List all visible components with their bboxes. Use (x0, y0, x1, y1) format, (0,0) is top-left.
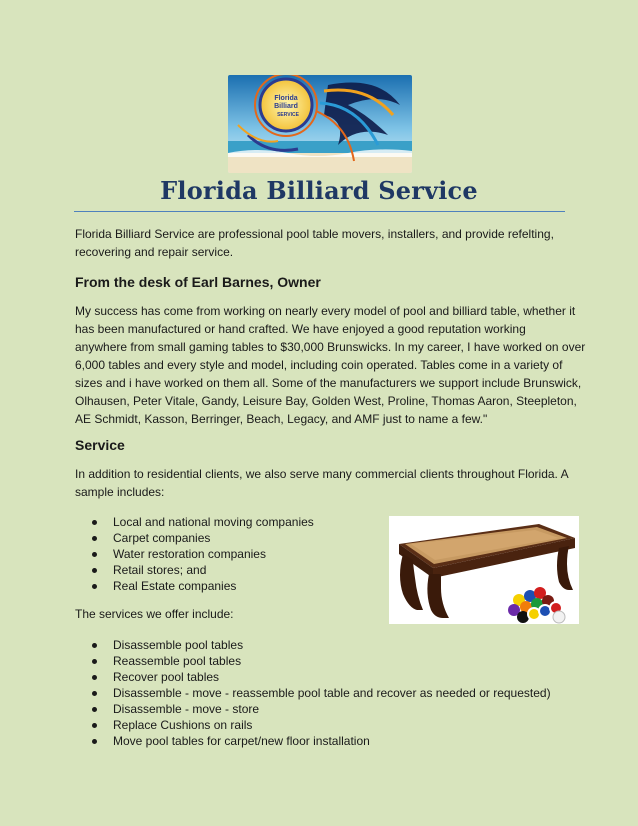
florida-billiard-logo (228, 75, 412, 173)
list-item-text: Disassemble - move - store (113, 702, 260, 716)
offer-intro: The services we offer include: (75, 607, 234, 621)
list-item (75, 685, 551, 701)
list-item (75, 578, 314, 594)
owner-paragraph (75, 302, 585, 428)
owner-line: My success has come from working on nearly every model of pool and billiard table, whether it (75, 304, 576, 318)
list-item-text: Recover pool tables (113, 670, 220, 684)
bullet-icon (92, 536, 97, 541)
bullet-icon (92, 520, 97, 525)
list-item (75, 530, 314, 546)
bullet-icon (92, 723, 97, 728)
logo-line-2: Billiard (274, 103, 298, 110)
owner-heading: From the desk of Earl Barnes, Owner (75, 274, 321, 290)
bullet-icon (92, 675, 97, 680)
bullet-icon (92, 707, 97, 712)
intro-line: recovering and repair service. (75, 245, 234, 259)
list-item-text: Move pool tables for carpet/new floor installation (113, 734, 370, 748)
service-line: In addition to residential clients, we also serve many commercial clients throughout Florida. A (75, 467, 569, 481)
bullet-icon (92, 659, 97, 664)
owner-line: sizes and i have worked on them all. Some of the manufacturers we support include Brunswick, (75, 376, 582, 390)
bullet-icon (92, 568, 97, 573)
list-item-text: Carpet companies (113, 531, 211, 545)
bullet-icon (92, 739, 97, 744)
logo-line-3: SERVICE (277, 112, 299, 118)
service-heading: Service (75, 437, 125, 453)
client-list (75, 514, 314, 594)
list-item (75, 653, 551, 669)
intro-line: Florida Billiard Service are professional pool table movers, installers, and provide refelting, (75, 227, 554, 241)
services-list (75, 637, 551, 749)
owner-line: Olhausen, Peter Vitale, Gandy, Leisure Bay, Golden West, Proline, Thomas Aaron, Steepleton, (75, 394, 577, 408)
service-line: sample includes: (75, 485, 165, 499)
bullet-icon (92, 643, 97, 648)
list-item-text: Replace Cushions on rails (113, 718, 253, 732)
service-paragraph (75, 465, 569, 501)
list-item-text: Disassemble - move - reassemble pool table and recover as needed or requested) (113, 686, 551, 700)
owner-line: anywhere from small gaming tables to $30,000 Brunswicks. In my career, I have worked on over (75, 340, 586, 354)
bullet-icon (92, 584, 97, 589)
list-item (75, 669, 551, 685)
intro-paragraph (75, 225, 554, 261)
bullet-icon (92, 691, 97, 696)
owner-line: has been manufactured or hand crafted. We have enjoyed a good reputation working (75, 322, 526, 336)
title-divider (74, 211, 565, 212)
list-item-text: Water restoration companies (113, 547, 266, 561)
page-title: Florida Billiard Service (160, 176, 478, 205)
list-item-text: Disassemble pool tables (113, 638, 244, 652)
owner-line: AE Schmidt, Kasson, Berringer, Beach, Legacy, and AMF just to name a few." (75, 412, 488, 426)
list-item (75, 546, 314, 562)
logo-line-1: Florida (274, 95, 298, 102)
list-item (75, 717, 551, 733)
list-item (75, 637, 551, 653)
bullet-icon (92, 552, 97, 557)
pool-table-image (389, 516, 579, 624)
list-item (75, 701, 551, 717)
list-item-text: Reassemble pool tables (113, 654, 242, 668)
list-item-text: Real Estate companies (113, 579, 237, 593)
owner-line: 6,000 tables and every style and model, including coin operated. Tables come in a variety of (75, 358, 563, 372)
list-item-text: Local and national moving companies (113, 515, 314, 529)
list-item-text: Retail stores; and (113, 563, 207, 577)
list-item (75, 733, 551, 749)
list-item (75, 562, 314, 578)
list-item (75, 514, 314, 530)
